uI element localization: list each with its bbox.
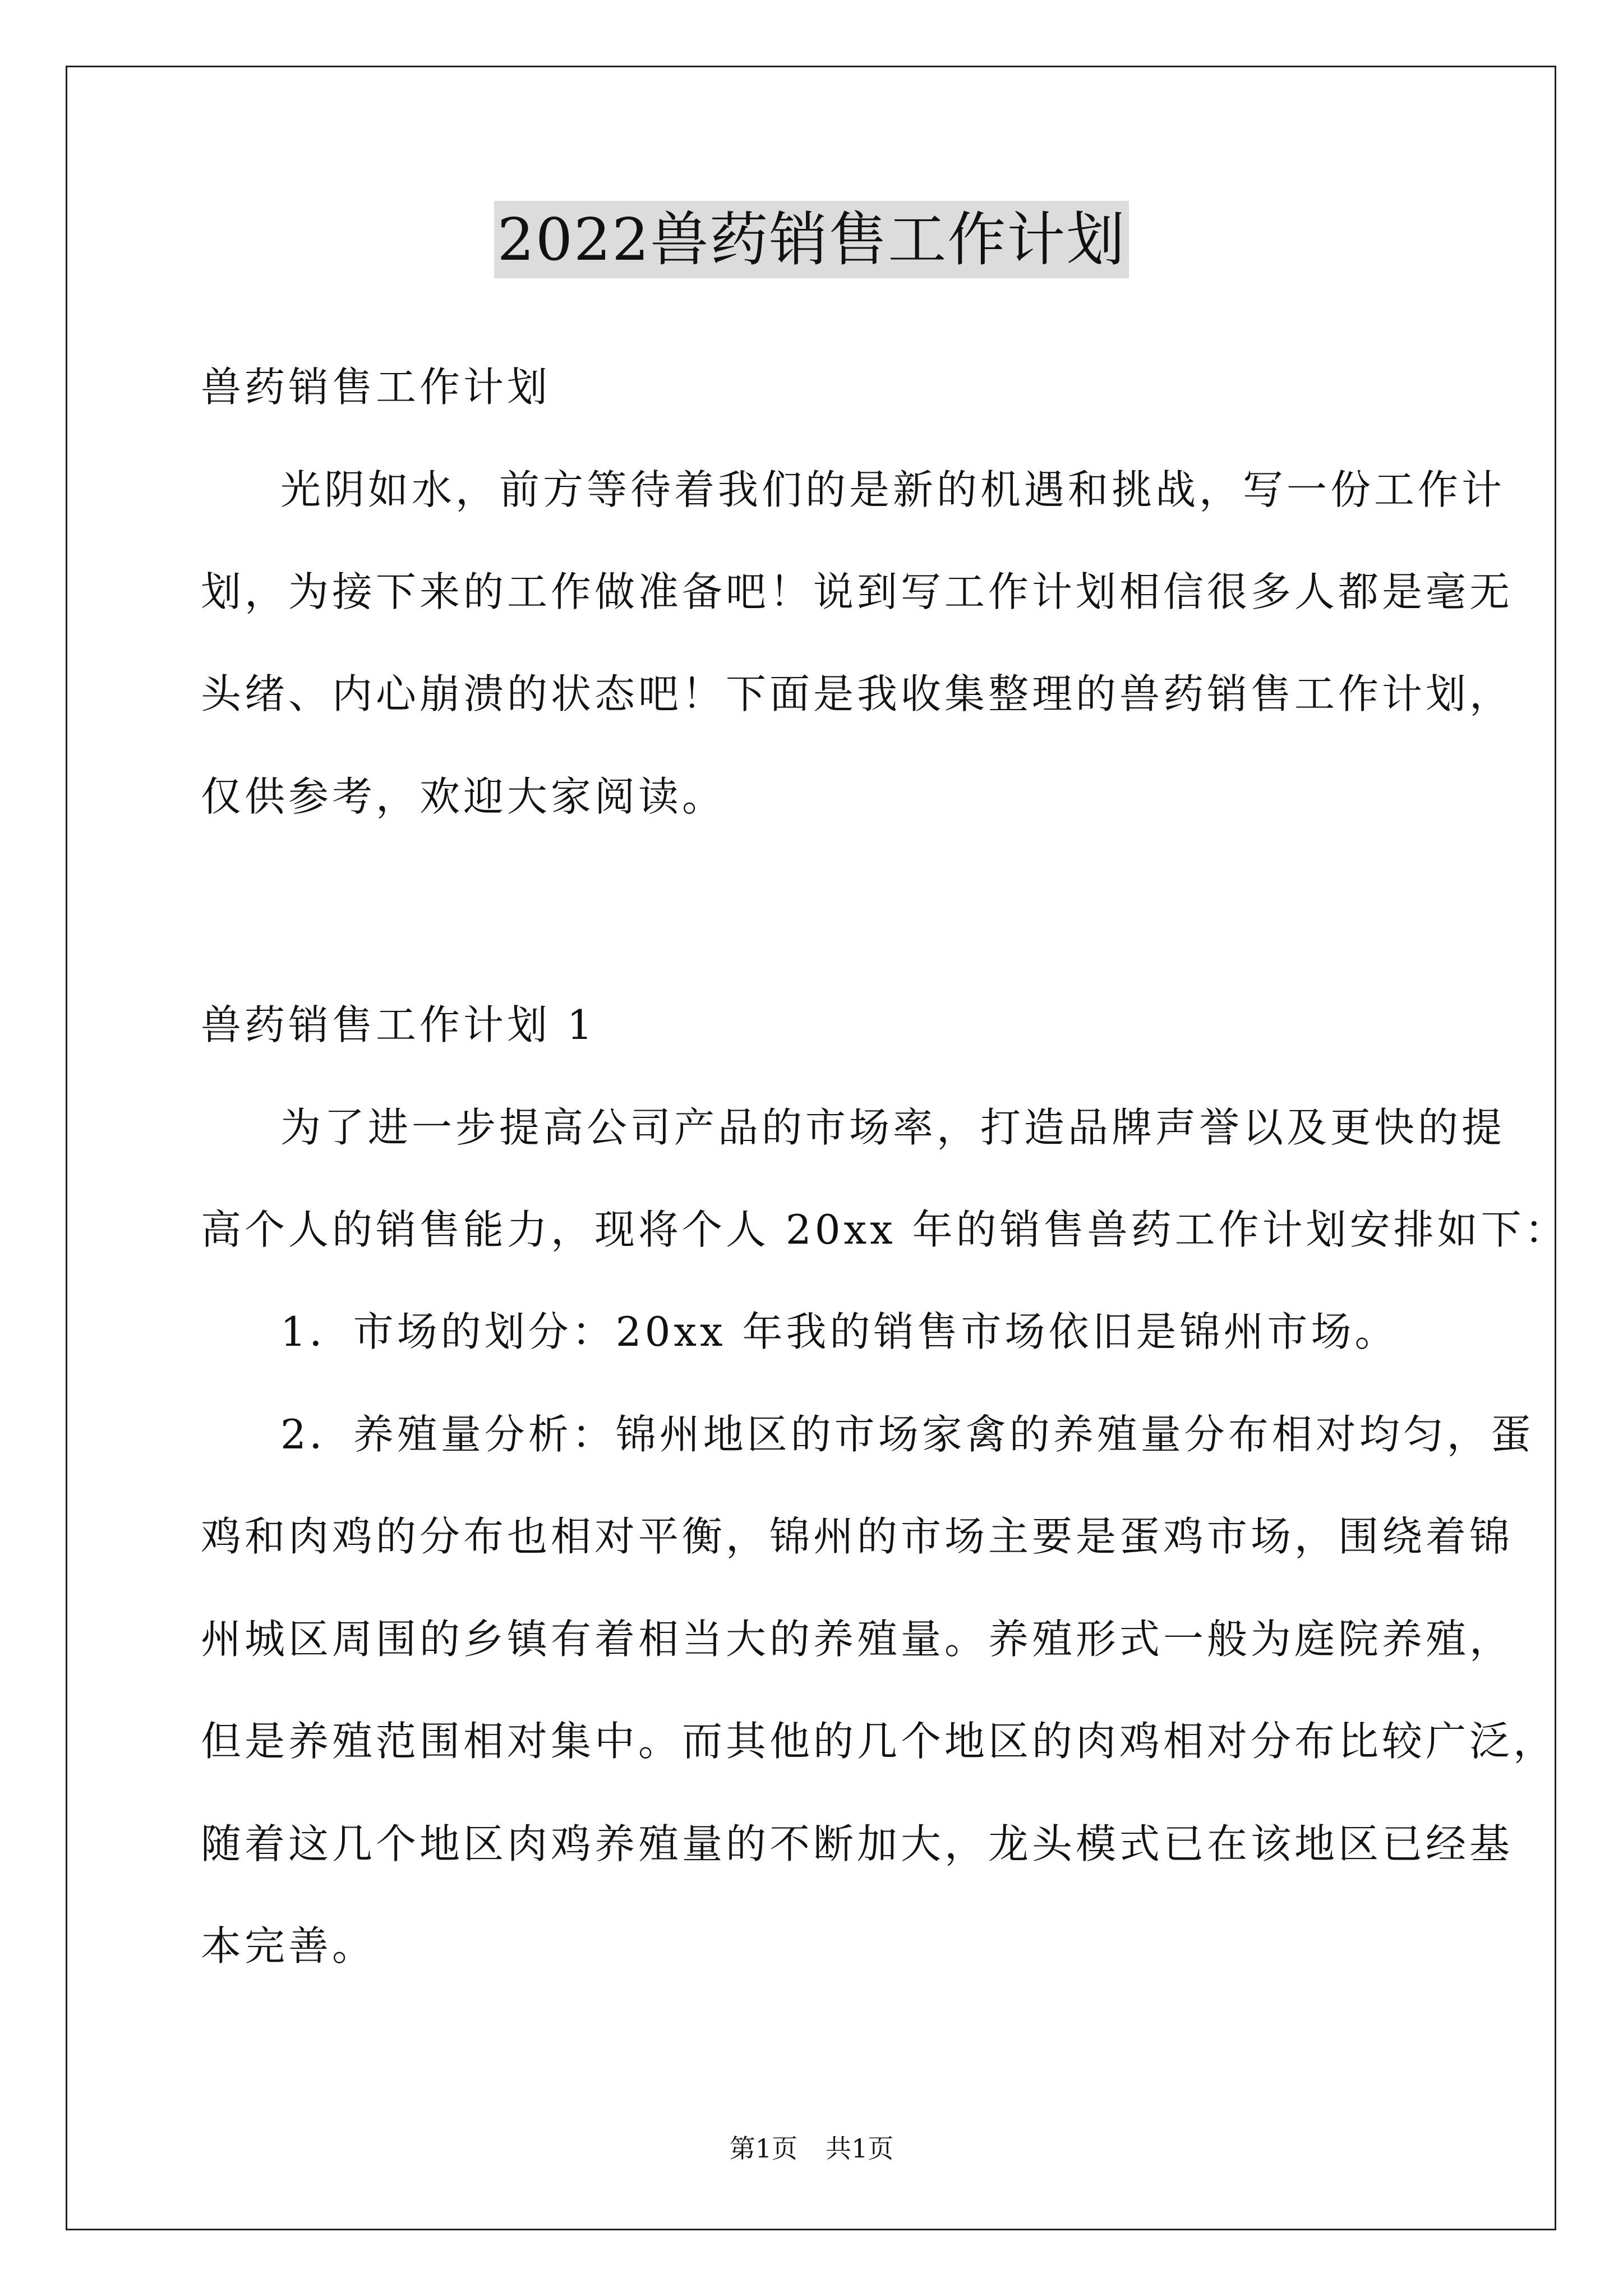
paragraph-line: 1．市场的划分：20xx 年我的销售市场依旧是锦州市场。 [280,1308,1399,1355]
title-wrap [0,201,1623,278]
page-total: 共1页 [826,2133,894,2164]
paragraph-line: 高个人的销售能力，现将个人 20xx 年的销售兽药工作计划安排如下： [201,1206,1569,1253]
paragraph-line: 仅供参考，欢迎大家阅读。 [201,773,726,820]
paragraph-line: 光阴如水，前方等待着我们的是新的机遇和挑战，写一份工作计 [280,466,1506,513]
paragraph-line: 划，为接下来的工作做准备吧！说到写工作计划相信很多人都是毫无 [201,568,1514,615]
section-heading: 兽药销售工作计划 [201,364,551,411]
paragraph-line: 为了进一步提高公司产品的市场率，打造品牌声誉以及更快的提 [280,1104,1506,1151]
paragraph-line: 本完善。 [201,1922,376,1970]
paragraph-line: 随着这几个地区肉鸡养殖量的不断加大，龙头模式已在该地区已经基 [201,1820,1514,1867]
paragraph-line: 头绪、内心崩溃的状态吧！下面是我收集整理的兽药销售工作计划， [201,670,1514,717]
paragraph-line: 但是养殖范围相对集中。而其他的几个地区的肉鸡相对分布比较广泛， [201,1718,1557,1765]
section-heading: 兽药销售工作计划 1 [201,1001,596,1048]
page-number: 第1页 [729,2133,797,2164]
paragraph-line: 2．养殖量分析：锦州地区的市场家禽的养殖量分布相对均匀，蛋 [280,1411,1534,1458]
paragraph-line: 鸡和肉鸡的分布也相对平衡，锦州的市场主要是蛋鸡市场，围绕着锦 [201,1513,1514,1560]
page-footer [0,2132,1623,2165]
document-title: 2022兽药销售工作计划 [494,201,1129,278]
paragraph-line: 州城区周围的乡镇有着相当大的养殖量。养殖形式一般为庭院养殖， [201,1616,1514,1663]
